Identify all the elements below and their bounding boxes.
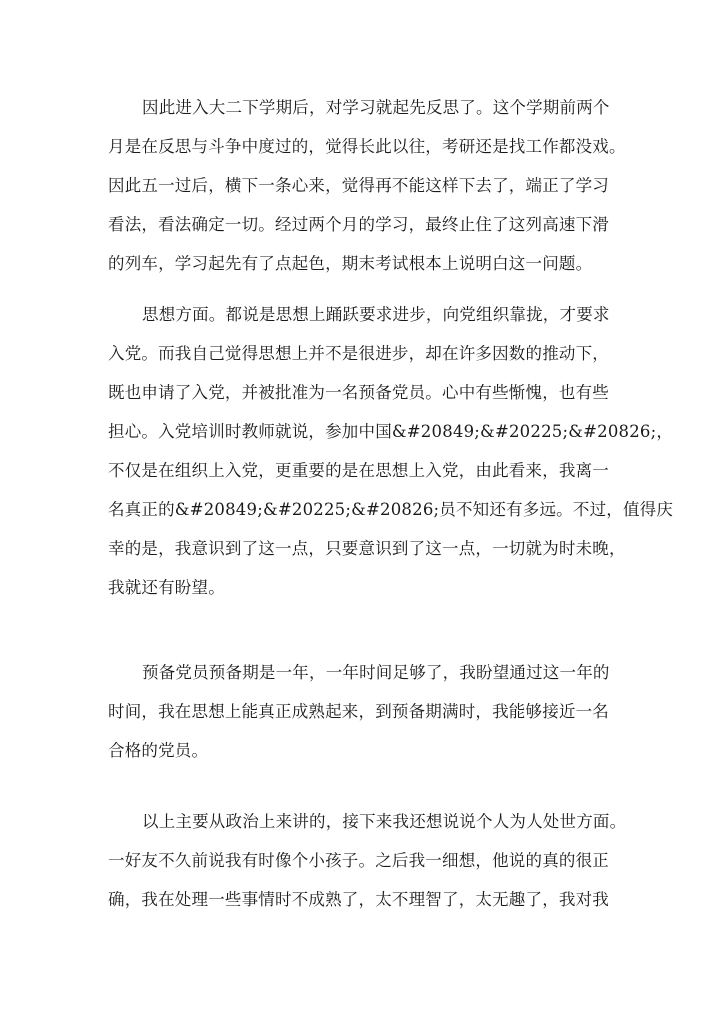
text-line: 不仅是在组织上入党，更重要的是在思想上入党，由此看来，我离一 bbox=[108, 461, 609, 480]
text-line: 既也申请了入党，并被批准为一名预备党员。心中有些惭愧，也有些 bbox=[108, 383, 609, 402]
text-line: 合格的党员。 bbox=[108, 741, 209, 760]
paragraph-study-reflection bbox=[108, 88, 626, 283]
text-line: 因此五一过后，横下一条心来，觉得再不能这样下去了，端正了学习 bbox=[108, 176, 609, 195]
text-line: 一好友不久前说我有时像个小孩子。之后我一细想，他说的真的很正 bbox=[108, 851, 609, 870]
text-line: 预备党员预备期是一年，一年时间足够了，我盼望通过这一年的 bbox=[142, 663, 610, 682]
text-line: 时间，我在思想上能真正成熟起来，到预备期满时，我能够接近一名 bbox=[108, 702, 609, 721]
text-line: 以上主要从政治上来讲的，接下来我还想说说个人为人处世方面。 bbox=[142, 812, 627, 831]
paragraph-personal-conduct bbox=[108, 802, 627, 919]
text-line: 我就还有盼望。 bbox=[108, 578, 225, 597]
paragraph-probation bbox=[108, 653, 623, 770]
text-line: 思想方面。都说是思想上踊跃要求进步，向党组织靠拢，才要求 bbox=[142, 305, 610, 324]
text-line: 幸的是，我意识到了这一点，只要意识到了这一点，一切就为时未晚， bbox=[108, 539, 626, 558]
text-line: 月是在反思与斗争中度过的，觉得长此以往，考研还是找工作都没戏。 bbox=[108, 137, 626, 156]
text-line: 担心。入党培训时教师就说，参加中国&#20849;&#20225;&#20826;， bbox=[108, 422, 674, 441]
paragraph-ideology bbox=[108, 295, 674, 607]
text-line: 入党。而我自己觉得思想上并不是很进步，却在许多因数的推动下， bbox=[108, 344, 609, 363]
text-line: 的列车，学习起先有了点起色，期末考试根本上说明白这一问题。 bbox=[108, 254, 593, 273]
text-line: 看法，看法确定一切。经过两个月的学习，最终止住了这列高速下滑 bbox=[108, 215, 609, 234]
text-line: 确，我在处理一些事情时不成熟了，太不理智了，太无趣了，我对我 bbox=[108, 890, 609, 909]
text-line: 名真正的&#20849;&#20225;&#20826;员不知还有多远。不过，值得庆 bbox=[108, 500, 674, 519]
text-line: 因此进入大二下学期后，对学习就起先反思了。这个学期前两个 bbox=[142, 98, 610, 117]
